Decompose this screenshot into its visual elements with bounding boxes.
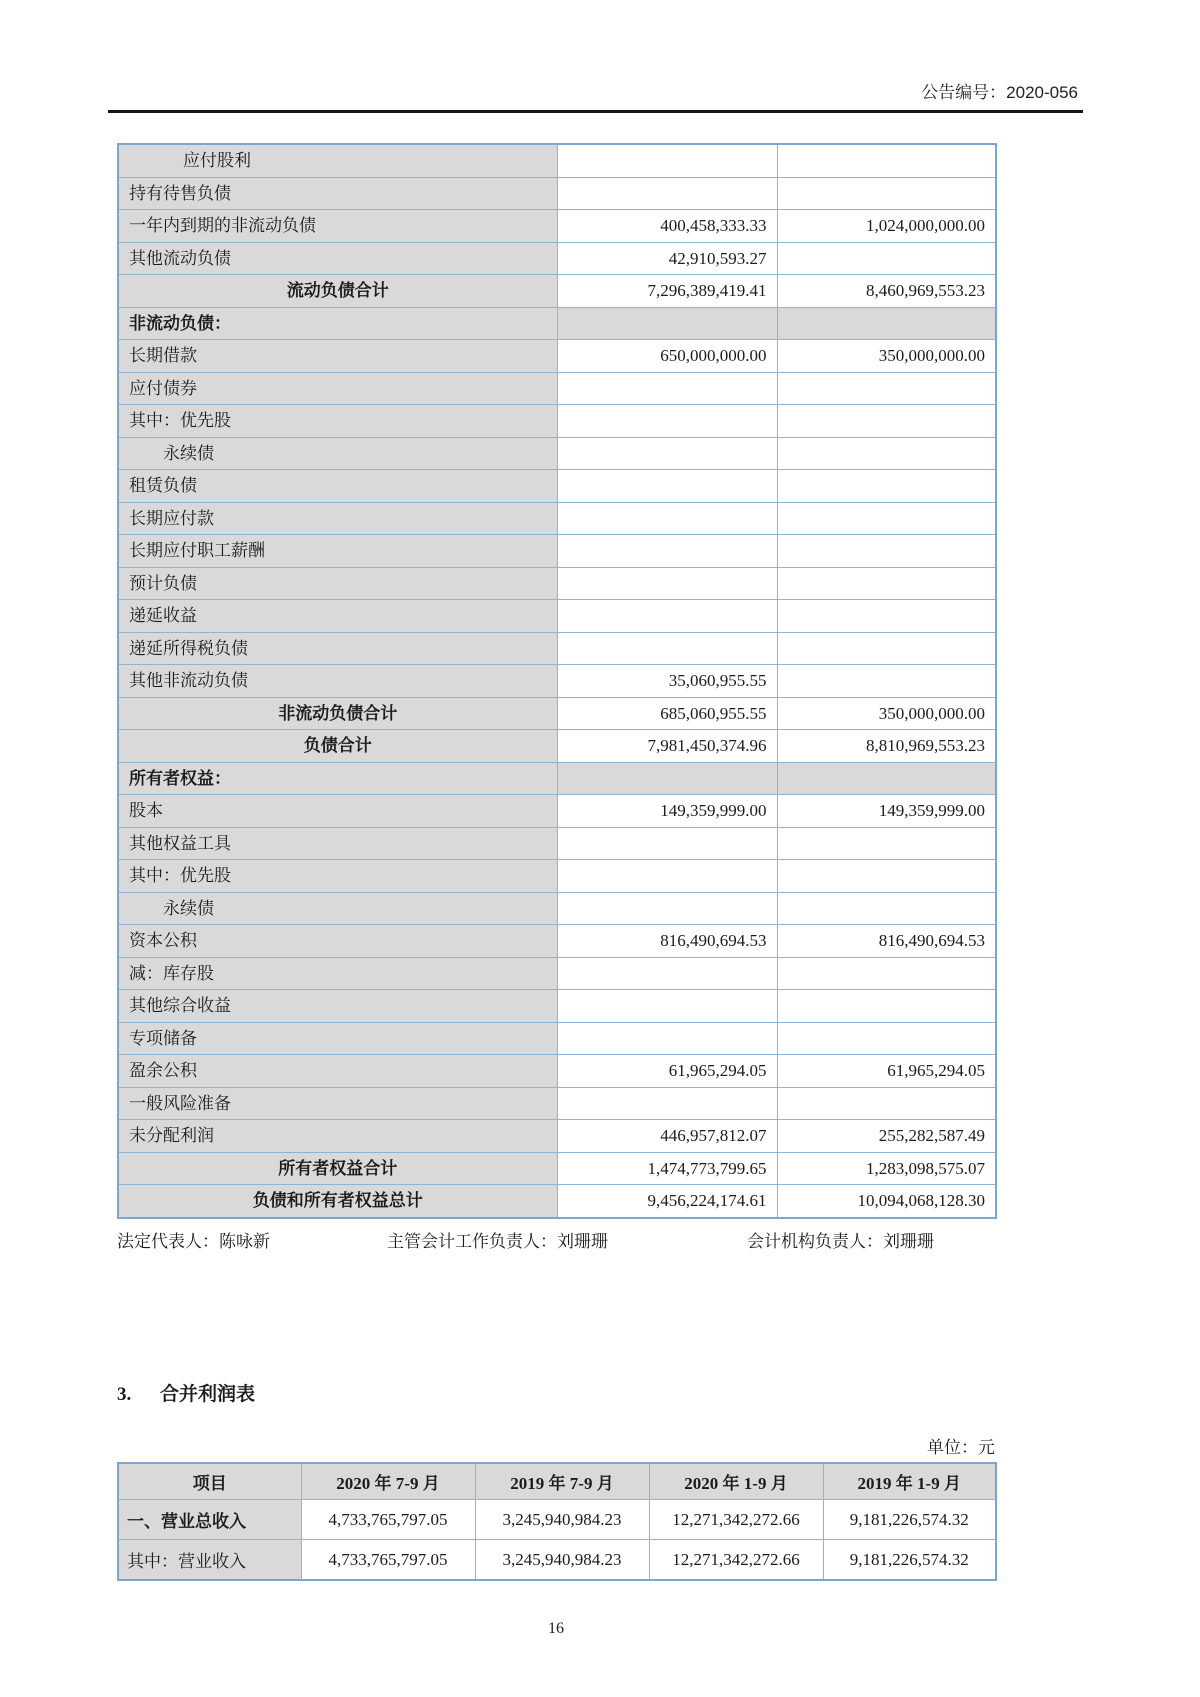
prior-period-value-cell [777, 762, 996, 795]
table-row [118, 1022, 996, 1055]
prior-period-value-cell [777, 502, 996, 535]
prior-period-value-cell [777, 665, 996, 698]
row-label-cell: 长期应付款 [118, 502, 557, 535]
table-row [118, 827, 996, 860]
current-period-value-cell [557, 405, 777, 438]
row-label-cell: 减：库存股 [118, 957, 557, 990]
column-header-cell: 2019 年 1-9 月 [823, 1463, 996, 1500]
prior-period-value-cell: 350,000,000.00 [777, 340, 996, 373]
prior-period-value-cell: 816,490,694.53 [777, 925, 996, 958]
value-cell: 12,271,342,272.66 [649, 1540, 823, 1581]
row-label-cell: 长期借款 [118, 340, 557, 373]
current-period-value-cell: 1,474,773,799.65 [557, 1152, 777, 1185]
column-header-cell: 项目 [118, 1463, 301, 1500]
prior-period-value-cell: 10,094,068,128.30 [777, 1185, 996, 1218]
row-label-cell: 永续债 [118, 892, 557, 925]
table-row [118, 730, 996, 763]
current-period-value-cell: 61,965,294.05 [557, 1055, 777, 1088]
prior-period-value-cell [777, 957, 996, 990]
table-row [118, 210, 996, 243]
current-period-value-cell [557, 827, 777, 860]
value-cell: 4,733,765,797.05 [301, 1540, 475, 1581]
row-label-cell: 负债合计 [118, 730, 557, 763]
prior-period-value-cell [777, 990, 996, 1023]
prior-period-value-cell [777, 177, 996, 210]
table-row [118, 275, 996, 308]
table-row [118, 144, 996, 177]
prior-period-value-cell: 149,359,999.00 [777, 795, 996, 828]
table-row [118, 242, 996, 275]
row-label-cell: 流动负债合计 [118, 275, 557, 308]
value-cell: 9,181,226,574.32 [823, 1500, 996, 1540]
row-label-cell: 非流动负债合计 [118, 697, 557, 730]
table-row [118, 762, 996, 795]
current-period-value-cell [557, 437, 777, 470]
row-label-cell: 所有者权益： [118, 762, 557, 795]
table-row [118, 1120, 996, 1153]
table-row [118, 892, 996, 925]
prior-period-value-cell [777, 600, 996, 633]
current-period-value-cell [557, 632, 777, 665]
table-row [118, 665, 996, 698]
prior-period-value-cell [777, 242, 996, 275]
table-row [118, 1185, 996, 1218]
current-period-value-cell: 685,060,955.55 [557, 697, 777, 730]
section-number: 3. [117, 1384, 132, 1405]
section-title: 合并利润表 [160, 1384, 256, 1405]
value-cell: 3,245,940,984.23 [475, 1500, 649, 1540]
value-cell: 12,271,342,272.66 [649, 1500, 823, 1540]
table-row [118, 990, 996, 1023]
table-row [118, 567, 996, 600]
current-period-value-cell [557, 144, 777, 177]
row-label-cell: 递延收益 [118, 600, 557, 633]
table-header-row [118, 1463, 996, 1500]
table-row [118, 340, 996, 373]
column-header-cell: 2020 年 1-9 月 [649, 1463, 823, 1500]
row-label-cell: 预计负债 [118, 567, 557, 600]
prior-period-value-cell: 1,283,098,575.07 [777, 1152, 996, 1185]
table-row [118, 632, 996, 665]
prior-period-value-cell: 8,810,969,553.23 [777, 730, 996, 763]
table-row [118, 1055, 996, 1088]
prior-period-value-cell: 255,282,587.49 [777, 1120, 996, 1153]
prior-period-value-cell [777, 1022, 996, 1055]
current-period-value-cell: 400,458,333.33 [557, 210, 777, 243]
prior-period-value-cell [777, 567, 996, 600]
prior-period-value-cell [777, 535, 996, 568]
row-label-cell: 其他非流动负债 [118, 665, 557, 698]
row-label-cell: 一、营业总收入 [118, 1500, 301, 1540]
row-label-cell: 其中：优先股 [118, 405, 557, 438]
current-period-value-cell [557, 307, 777, 340]
current-period-value-cell: 650,000,000.00 [557, 340, 777, 373]
table-row [118, 697, 996, 730]
current-period-value-cell: 149,359,999.00 [557, 795, 777, 828]
announcement-number: 公告编号：2020-056 [921, 83, 1078, 102]
row-label-cell: 未分配利润 [118, 1120, 557, 1153]
income-statement-table [117, 1462, 997, 1581]
current-period-value-cell [557, 502, 777, 535]
balance-sheet-table [117, 143, 997, 1219]
value-cell: 3,245,940,984.23 [475, 1540, 649, 1581]
table-row [118, 1087, 996, 1120]
table-row [118, 1540, 996, 1581]
row-label-cell: 一般风险准备 [118, 1087, 557, 1120]
current-period-value-cell [557, 535, 777, 568]
row-label-cell: 持有待售负债 [118, 177, 557, 210]
current-period-value-cell: 816,490,694.53 [557, 925, 777, 958]
current-period-value-cell: 35,060,955.55 [557, 665, 777, 698]
row-label-cell: 其中：营业收入 [118, 1540, 301, 1581]
prior-period-value-cell: 350,000,000.00 [777, 697, 996, 730]
current-period-value-cell [557, 600, 777, 633]
table-row [118, 925, 996, 958]
current-period-value-cell [557, 957, 777, 990]
current-period-value-cell [557, 990, 777, 1023]
row-label-cell: 永续债 [118, 437, 557, 470]
current-period-value-cell [557, 470, 777, 503]
prior-period-value-cell: 8,460,969,553.23 [777, 275, 996, 308]
prior-period-value-cell [777, 1087, 996, 1120]
table-row [118, 795, 996, 828]
row-label-cell: 资本公积 [118, 925, 557, 958]
row-label-cell: 股本 [118, 795, 557, 828]
row-label-cell: 盈余公积 [118, 1055, 557, 1088]
chief-accountant: 主管会计工作负责人：刘珊珊 [387, 1232, 608, 1251]
current-period-value-cell [557, 1087, 777, 1120]
signature-line [117, 1227, 995, 1253]
unit-label: 单位：元 [927, 1438, 995, 1457]
prior-period-value-cell [777, 860, 996, 893]
current-period-value-cell [557, 860, 777, 893]
table-row [118, 405, 996, 438]
row-label-cell: 应付股利 [118, 144, 557, 177]
row-label-cell: 一年内到期的非流动负债 [118, 210, 557, 243]
accounting-department-head: 会计机构负责人：刘珊珊 [747, 1232, 934, 1251]
current-period-value-cell [557, 177, 777, 210]
current-period-value-cell [557, 372, 777, 405]
current-period-value-cell: 7,981,450,374.96 [557, 730, 777, 763]
row-label-cell: 非流动负债： [118, 307, 557, 340]
value-cell: 4,733,765,797.05 [301, 1500, 475, 1540]
table-row [118, 177, 996, 210]
row-label-cell: 专项储备 [118, 1022, 557, 1055]
prior-period-value-cell [777, 144, 996, 177]
page-number: 16 [548, 1620, 564, 1637]
row-label-cell: 租赁负债 [118, 470, 557, 503]
column-header-cell: 2020 年 7-9 月 [301, 1463, 475, 1500]
table-row [118, 600, 996, 633]
prior-period-value-cell [777, 632, 996, 665]
current-period-value-cell: 446,957,812.07 [557, 1120, 777, 1153]
current-period-value-cell [557, 1022, 777, 1055]
row-label-cell: 其中：优先股 [118, 860, 557, 893]
table-row [118, 437, 996, 470]
header-rule [108, 110, 1083, 113]
current-period-value-cell: 42,910,593.27 [557, 242, 777, 275]
table-row [118, 957, 996, 990]
prior-period-value-cell [777, 307, 996, 340]
current-period-value-cell: 7,296,389,419.41 [557, 275, 777, 308]
prior-period-value-cell: 1,024,000,000.00 [777, 210, 996, 243]
column-header-cell: 2019 年 7-9 月 [475, 1463, 649, 1500]
prior-period-value-cell [777, 827, 996, 860]
prior-period-value-cell [777, 437, 996, 470]
current-period-value-cell [557, 567, 777, 600]
current-period-value-cell [557, 762, 777, 795]
table-row [118, 502, 996, 535]
row-label-cell: 长期应付职工薪酬 [118, 535, 557, 568]
prior-period-value-cell [777, 470, 996, 503]
legal-representative: 法定代表人：陈咏新 [117, 1232, 270, 1251]
row-label-cell: 负债和所有者权益总计 [118, 1185, 557, 1218]
row-label-cell: 其他综合收益 [118, 990, 557, 1023]
row-label-cell: 所有者权益合计 [118, 1152, 557, 1185]
table-row [118, 1500, 996, 1540]
current-period-value-cell [557, 892, 777, 925]
prior-period-value-cell [777, 372, 996, 405]
value-cell: 9,181,226,574.32 [823, 1540, 996, 1581]
table-row [118, 535, 996, 568]
table-row [118, 1152, 996, 1185]
row-label-cell: 其他流动负债 [118, 242, 557, 275]
table-row [118, 372, 996, 405]
row-label-cell: 应付债券 [118, 372, 557, 405]
table-row [118, 307, 996, 340]
current-period-value-cell: 9,456,224,174.61 [557, 1185, 777, 1218]
prior-period-value-cell [777, 892, 996, 925]
row-label-cell: 递延所得税负债 [118, 632, 557, 665]
row-label-cell: 其他权益工具 [118, 827, 557, 860]
prior-period-value-cell: 61,965,294.05 [777, 1055, 996, 1088]
section-heading [117, 1379, 255, 1406]
prior-period-value-cell [777, 405, 996, 438]
table-row [118, 470, 996, 503]
table-row [118, 860, 996, 893]
